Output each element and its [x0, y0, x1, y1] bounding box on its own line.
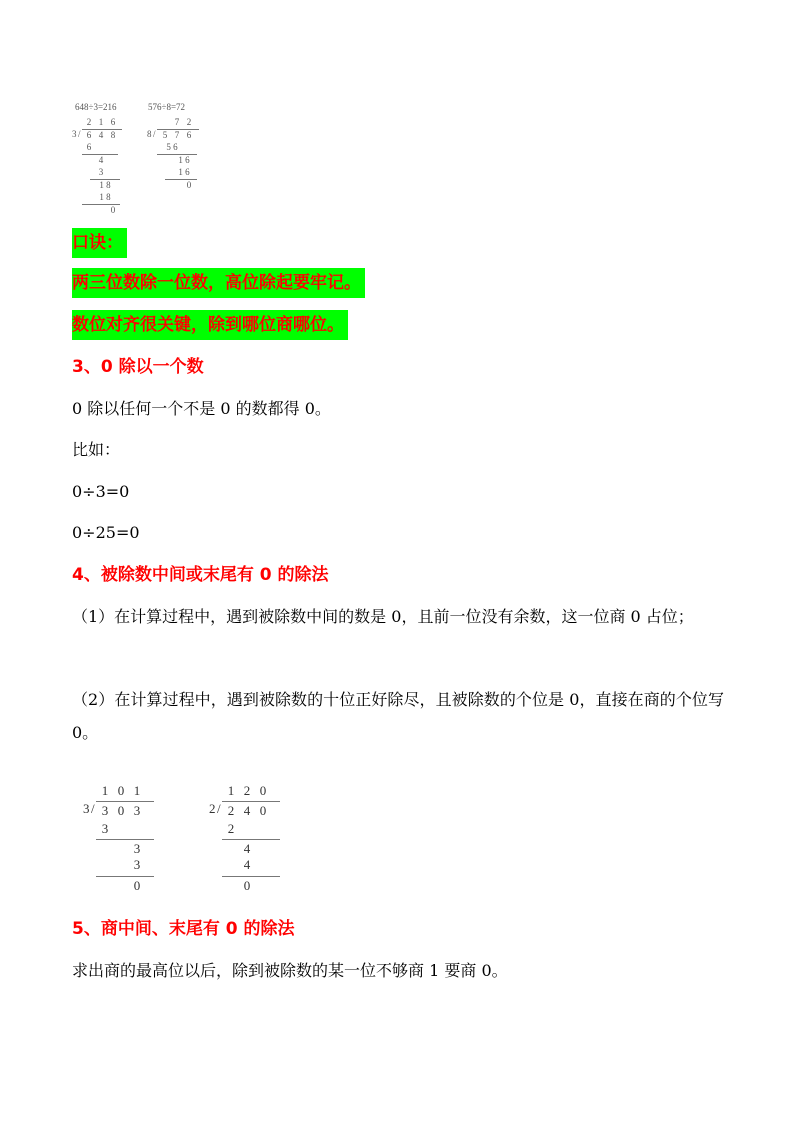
quotient-digit: 7: [174, 117, 180, 127]
section-5-paragraph: 求出商的最高位以后，除到被除数的某一位不够商 1 要商 0。: [72, 961, 508, 980]
dividend-digit: 0: [259, 803, 267, 818]
remainder: 0: [243, 878, 251, 893]
step-line: [157, 154, 197, 155]
dividend-digit: 0: [117, 803, 125, 818]
dividend-digit: 6: [86, 130, 92, 140]
bracket: /: [217, 801, 221, 816]
mnemonic-title: 口诀：: [72, 228, 127, 258]
example-equation: 0÷3=0: [72, 482, 130, 501]
quotient-digit: 2: [243, 783, 251, 798]
quotient-digit: 0: [117, 783, 125, 798]
dividend-digit: 5: [162, 130, 168, 140]
divisor: 2: [209, 801, 216, 816]
section-4-paragraph-1: （1）在计算过程中，遇到被除数中间的数是 0，且前一位没有余数，这一位商 0 占位；: [72, 607, 694, 626]
dividend-digit: 6: [186, 130, 192, 140]
dividend-digit: 8: [110, 130, 116, 140]
bracket: /: [91, 801, 95, 816]
example-label: 比如：: [72, 440, 121, 459]
quotient-digit: 2: [86, 117, 92, 127]
long-division-303-by-3: [80, 784, 200, 904]
step-line: [96, 876, 154, 877]
step-line: [222, 876, 280, 877]
long-division-576-by-8: [145, 103, 265, 223]
section-3-rule: 0 除以任何一个不是 0 的数都得 0。: [72, 399, 331, 418]
quotient-digit: 6: [110, 117, 116, 127]
step-value: 2: [227, 821, 235, 836]
section-4-paragraph-2: （2）在计算过程中，遇到被除数的十位正好除尽，且被除数的个位是 0，直接在商的个位写 0。: [72, 690, 724, 742]
division-bar: [222, 801, 280, 802]
quotient-digit: 1: [227, 783, 235, 798]
step-value: 3: [98, 167, 104, 177]
long-division-240-by-2: [206, 784, 326, 904]
dividend-digit: 4: [243, 803, 251, 818]
remainder: 0: [133, 878, 141, 893]
quotient-digit: 2: [186, 117, 192, 127]
dividend-digit: 3: [101, 803, 109, 818]
divisor: 3: [72, 129, 77, 139]
step-value: 3: [133, 841, 141, 856]
bracket: /: [153, 129, 156, 139]
step-value: 1 6: [178, 167, 190, 177]
bracket: /: [78, 129, 81, 139]
mnemonic-line-2: 数位对齐很关键，除到哪位商哪位。: [72, 310, 348, 340]
step-value: 4: [243, 857, 251, 872]
mnemonic-line-1: 两三位数除一位数，高位除起要牢记。: [72, 268, 365, 298]
quotient-digit: 0: [259, 783, 267, 798]
step-value: 1 8: [99, 180, 111, 190]
step-value: 6: [86, 142, 92, 152]
quotient-digit: 1: [133, 783, 141, 798]
quotient-digit: 1: [101, 783, 109, 798]
divisor: 8: [147, 129, 152, 139]
section-5-heading: 5、商中间、末尾有 0 的除法: [72, 919, 295, 939]
dividend-digit: 4: [98, 130, 104, 140]
dividend-digit: 2: [227, 803, 235, 818]
step-line: [96, 839, 154, 840]
step-value: 4: [98, 155, 104, 165]
step-value: 5 6: [166, 142, 178, 152]
step-line: [222, 839, 280, 840]
divisor: 3: [83, 801, 90, 816]
equation: 576÷8=72: [148, 102, 186, 112]
step-value: 4: [243, 841, 251, 856]
step-value: 3: [101, 821, 109, 836]
remainder: 0: [110, 205, 116, 215]
step-line: [165, 179, 197, 180]
dividend-digit: 3: [133, 803, 141, 818]
equation: 648÷3=216: [75, 102, 117, 112]
step-value: 3: [133, 857, 141, 872]
example-equation: 0÷25=0: [72, 523, 140, 542]
section-3-heading: 3、0 除以一个数: [72, 357, 204, 377]
step-value: 1 6: [178, 155, 190, 165]
quotient-digit: 1: [98, 117, 104, 127]
dividend-digit: 7: [174, 130, 180, 140]
division-bar: [96, 801, 154, 802]
step-value: 1 8: [99, 192, 111, 202]
remainder: 0: [186, 180, 192, 190]
section-4-heading: 4、被除数中间或末尾有 0 的除法: [72, 565, 329, 585]
